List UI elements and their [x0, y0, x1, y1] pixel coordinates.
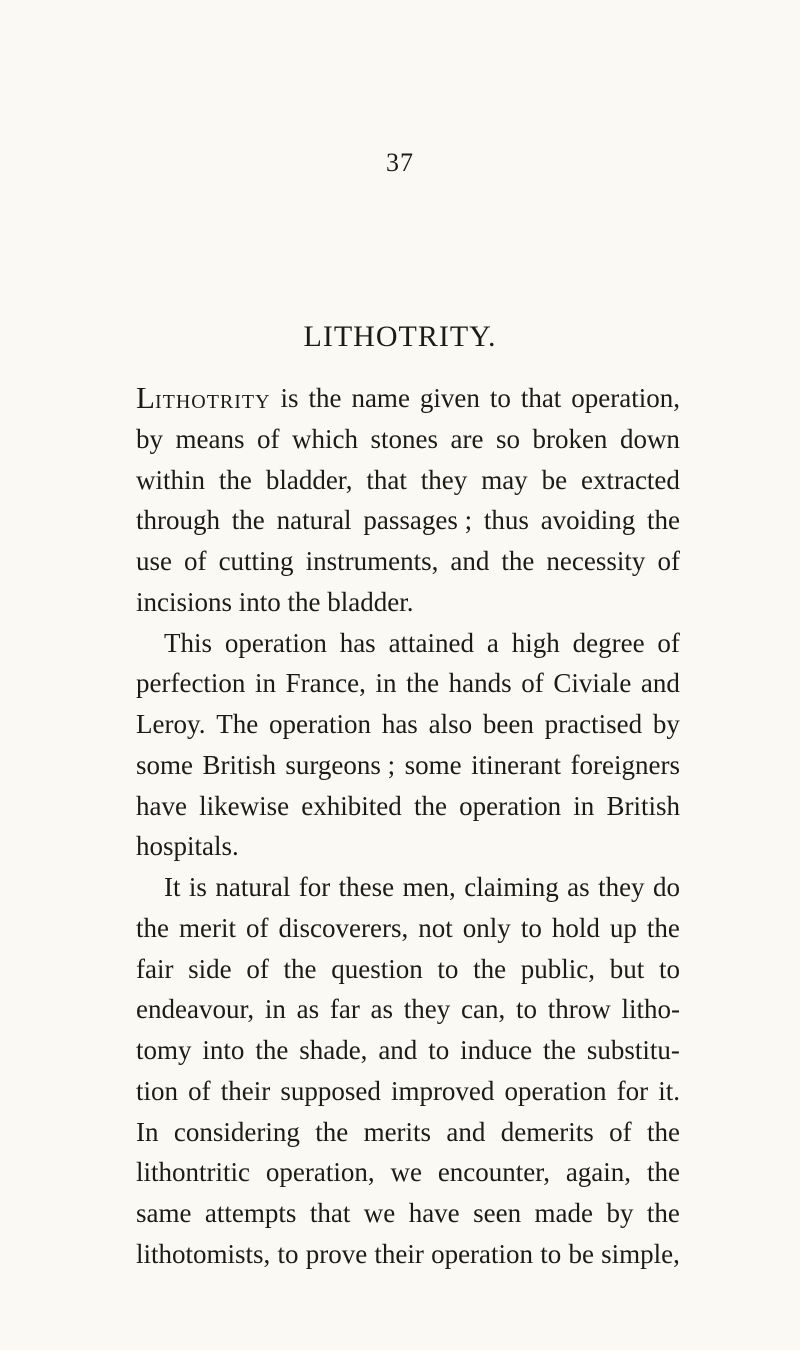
line-word: merits — [363, 1116, 432, 1147]
line-word: also — [428, 709, 473, 739]
line-word: they — [598, 872, 645, 902]
line-word: attained — [388, 627, 475, 658]
line-word: of — [256, 423, 280, 454]
line-word: do — [652, 872, 680, 902]
line-word: the — [647, 505, 680, 536]
line-word: may — [481, 464, 528, 495]
text-line — [136, 1030, 680, 1071]
line-word: passages ; — [363, 505, 473, 536]
line-word: and — [450, 546, 490, 576]
line-word: again, — [565, 1157, 632, 1188]
small-caps-rest: ITHOTRITY — [154, 391, 271, 413]
line-word: seen — [473, 1198, 522, 1228]
line-word: supposed — [280, 1075, 381, 1106]
text-line — [136, 949, 680, 990]
line-word: the — [501, 546, 535, 576]
line-word: the — [283, 953, 317, 984]
body-text — [136, 378, 680, 1275]
text-line — [136, 989, 680, 1030]
line-word: the — [473, 953, 507, 984]
line-word: avoiding — [540, 505, 636, 536]
line-word: but — [609, 953, 645, 984]
line-word: to — [489, 383, 511, 413]
line-word: within — [136, 464, 206, 495]
line-word: some — [404, 749, 462, 780]
line-word: it. — [658, 1075, 680, 1106]
line-word: means — [175, 423, 245, 454]
line-word: the — [646, 1116, 680, 1147]
line-word: has — [381, 709, 418, 739]
line-word: be — [541, 464, 568, 495]
line-word: tion — [136, 1075, 179, 1106]
line-word: the — [231, 505, 265, 536]
line-word: incisions — [136, 586, 233, 617]
text-line — [136, 1152, 680, 1193]
text-line — [136, 663, 680, 704]
line-word: that — [309, 1198, 351, 1228]
line-word: endeavour, — [136, 994, 255, 1025]
line-word: to — [540, 1238, 562, 1269]
line-word: operation — [224, 627, 327, 658]
line-word: men, — [402, 872, 456, 902]
line-word: hands — [448, 668, 512, 699]
line-word: which — [291, 423, 358, 454]
line-word: the — [646, 1157, 680, 1188]
text-line — [136, 786, 680, 827]
line-word: and — [378, 1035, 418, 1065]
line-word: to — [658, 953, 680, 984]
text-line — [136, 500, 680, 541]
line-word: use — [136, 546, 172, 576]
line-word: bladder, — [265, 464, 353, 495]
line-word: up — [609, 912, 637, 943]
line-word: high — [511, 627, 560, 658]
line-word: fair — [136, 953, 174, 984]
line-word: the — [542, 1035, 576, 1065]
line-word: they — [403, 994, 451, 1025]
line-word: lithotomists, — [136, 1238, 271, 1269]
line-word: of — [657, 627, 680, 658]
line-word: down — [619, 423, 680, 454]
line-word: have — [408, 1198, 460, 1228]
line-word: merit — [179, 912, 236, 943]
line-word: of — [521, 668, 544, 699]
line-word: the — [255, 1035, 289, 1065]
line-word: litho- — [621, 994, 680, 1025]
line-word: into — [202, 1035, 245, 1065]
text-line — [136, 541, 680, 582]
line-word: in — [255, 668, 277, 699]
line-word: natural — [215, 872, 291, 902]
line-word: This — [164, 627, 213, 658]
line-word: some — [136, 749, 193, 780]
line-word: a — [486, 627, 499, 658]
line-word: their — [220, 1075, 271, 1106]
line-word: the — [308, 383, 342, 413]
line-word: same — [136, 1198, 192, 1228]
line-word: for — [298, 872, 331, 902]
line-word: surgeons ; — [285, 749, 396, 780]
line-word: prove — [305, 1238, 368, 1269]
line-word: as — [567, 872, 590, 902]
line-word: operation — [459, 790, 562, 821]
line-word: of — [609, 1116, 632, 1147]
line-word: induce — [460, 1035, 533, 1065]
line-word: we — [390, 1157, 422, 1188]
line-word: that — [520, 383, 562, 413]
line-word: as — [370, 994, 394, 1025]
line-word: of — [188, 1075, 211, 1106]
line-word: the — [287, 586, 321, 617]
line-word: not — [418, 912, 453, 943]
line-word: only — [462, 912, 511, 943]
text-line — [136, 1071, 680, 1112]
line-word: hold — [551, 912, 600, 943]
line-word — [136, 378, 271, 419]
line-word: tomy — [136, 1035, 192, 1065]
text-line — [136, 745, 680, 786]
text-line — [136, 704, 680, 745]
text-line — [136, 460, 680, 501]
line-word: their — [374, 1238, 424, 1269]
line-word: itinerant — [471, 749, 562, 780]
line-word: hospitals. — [136, 831, 239, 862]
line-word: In — [136, 1116, 159, 1147]
line-word: given — [419, 383, 480, 413]
text-line — [136, 1234, 680, 1275]
text-line — [136, 582, 680, 623]
line-word: to — [437, 953, 459, 984]
line-word: as — [296, 994, 320, 1025]
text-line — [136, 623, 680, 664]
small-caps-initial: L — [136, 380, 155, 415]
text-line — [136, 1112, 680, 1153]
line-word: in — [264, 994, 286, 1025]
line-word: stones — [370, 423, 438, 454]
line-word: so — [495, 423, 520, 454]
line-word: operation, — [571, 383, 680, 413]
line-word: that — [366, 464, 407, 495]
line-word: made — [534, 1198, 594, 1228]
line-word: the — [315, 1116, 349, 1147]
line-word: likewise — [199, 790, 290, 821]
line-word: demerits — [500, 1116, 594, 1147]
line-word: are — [450, 423, 484, 454]
text-line — [136, 419, 680, 460]
line-word: operation — [504, 1075, 607, 1106]
line-word: side — [188, 953, 232, 984]
line-word: operation — [269, 709, 372, 739]
line-word: exhibited — [301, 790, 402, 821]
line-word: perfection — [136, 668, 246, 699]
line-word: by — [652, 709, 680, 739]
line-word: the — [218, 464, 252, 495]
line-word: shade, — [299, 1035, 368, 1065]
line-word: these — [338, 872, 395, 902]
line-word: cutting — [218, 546, 294, 576]
line-word: considering — [173, 1116, 300, 1147]
line-word: into — [238, 586, 281, 617]
line-word: the — [136, 912, 169, 943]
line-word: to — [515, 994, 537, 1025]
line-word: question — [331, 953, 423, 984]
line-word: degree — [572, 627, 645, 658]
line-word: far — [329, 994, 360, 1025]
line-word: operation, — [265, 1157, 375, 1188]
text-line — [136, 378, 680, 419]
line-word: foreigners — [570, 749, 680, 780]
section-heading: LITHOTRITY. — [303, 320, 497, 353]
line-word: is — [188, 872, 207, 902]
line-word: public, — [520, 953, 596, 984]
line-word: broken — [532, 423, 608, 454]
line-word: Civiale — [553, 668, 632, 699]
line-word: have — [136, 790, 187, 821]
line-word: bladder. — [327, 586, 414, 617]
line-word: the — [413, 790, 447, 821]
line-word: by — [606, 1198, 634, 1228]
line-word: France, — [285, 668, 366, 699]
line-word: discoverers, — [278, 912, 409, 943]
line-word: is — [280, 383, 299, 413]
line-word: they — [420, 464, 468, 495]
line-word: natural — [276, 505, 352, 536]
line-word: attempts — [204, 1198, 297, 1228]
line-word: throw — [547, 994, 611, 1025]
line-word: we — [363, 1198, 396, 1228]
line-word: and — [446, 1116, 486, 1147]
line-word: instruments, — [305, 546, 439, 576]
line-word: of — [184, 546, 207, 576]
line-word: of — [246, 953, 269, 984]
line-word: to — [520, 912, 542, 943]
line-word: necessity — [546, 546, 646, 576]
line-word: improved — [390, 1075, 495, 1106]
text-line — [136, 826, 680, 867]
line-word: extracted — [580, 464, 680, 495]
line-word: through — [136, 505, 220, 536]
line-word: The — [216, 709, 259, 739]
line-word: British — [202, 749, 276, 780]
line-word: encounter, — [437, 1157, 550, 1188]
line-word: the — [646, 912, 680, 943]
text-line — [136, 1193, 680, 1234]
line-word: British — [606, 790, 680, 821]
line-word: thus — [483, 505, 529, 536]
text-line — [136, 908, 680, 949]
line-word: in — [573, 790, 595, 821]
line-word: practised — [544, 709, 643, 739]
line-word: name — [351, 383, 410, 413]
line-word: of — [657, 546, 680, 576]
page-number: 37 — [386, 148, 414, 177]
line-word: Leroy. — [136, 709, 206, 739]
text-line — [136, 867, 680, 908]
line-word: be — [568, 1238, 594, 1269]
line-word: claiming — [464, 872, 559, 902]
line-word: and — [640, 668, 680, 699]
line-word: for — [616, 1075, 649, 1106]
line-word: to — [428, 1035, 450, 1065]
line-word: lithontritic — [136, 1157, 250, 1188]
line-word: by — [136, 423, 163, 454]
line-word: It — [164, 872, 181, 902]
line-word: simple, — [601, 1238, 680, 1269]
line-word: in — [375, 668, 397, 699]
line-word: can, — [461, 994, 506, 1025]
line-word: to — [277, 1238, 299, 1269]
line-word: been — [482, 709, 534, 739]
line-word: substitu- — [586, 1035, 680, 1065]
line-word: operation — [431, 1238, 534, 1269]
line-word: the — [406, 668, 440, 699]
line-word: has — [339, 627, 376, 658]
line-word: the — [646, 1198, 680, 1228]
line-word: of — [246, 912, 269, 943]
